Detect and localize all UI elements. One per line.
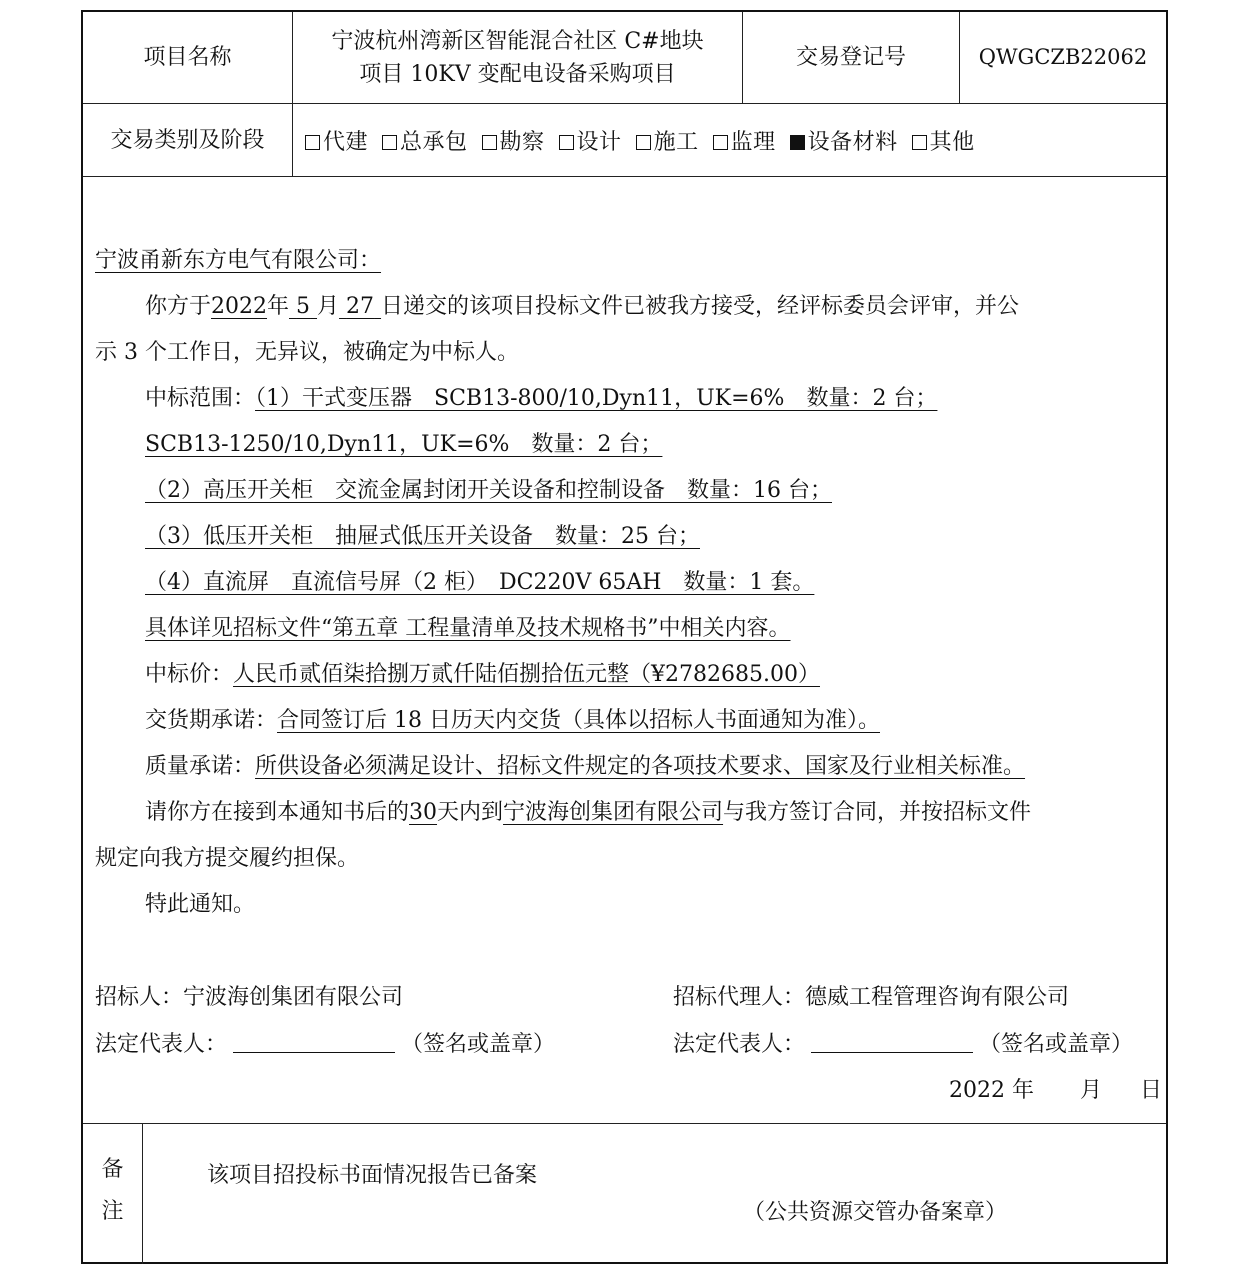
unchecked-box-icon[interactable] xyxy=(482,135,497,150)
submission-paragraph: 你方于2022年 5 月 27 日递交的该项目投标文件已被我方接受，经评标委员会评审，并公 xyxy=(145,294,1020,319)
scope-line-3: （3）低压开关柜 抽屉式低压开关设备 数量：25 台； xyxy=(145,524,700,549)
unchecked-box-icon[interactable] xyxy=(713,135,728,150)
category-option-label: 勘察 xyxy=(499,129,545,155)
closing-text: 特此通知。 xyxy=(145,892,256,917)
category-option-label: 设计 xyxy=(576,129,622,155)
checked-box-icon[interactable] xyxy=(790,135,805,150)
quality-line: 质量承诺：所供设备必须满足设计、招标文件规定的各项技术要求、国家及行业相关标准。 xyxy=(145,754,1026,779)
reg-no-value: QWGCZB22062 xyxy=(978,45,1148,69)
category-option[interactable] xyxy=(382,125,468,156)
scope-line-1: 中标范围：（1）干式变压器 SCB13-800/10,Dyn11，UK=6% 数量：2 台； xyxy=(145,386,938,411)
project-name-label: 项目名称 xyxy=(143,45,232,70)
date-line: 2022 年 月 日 xyxy=(949,1078,1163,1103)
tenderer-line: 招标人：宁波海创集团有限公司 xyxy=(95,985,404,1010)
category-option[interactable] xyxy=(482,125,545,156)
unchecked-box-icon[interactable] xyxy=(305,135,320,150)
scope-line-1b: SCB13-1250/10,Dyn11，UK=6% 数量：2 台； xyxy=(145,432,663,457)
category-option-label: 设备材料 xyxy=(807,129,898,155)
category-option-label: 监理 xyxy=(730,129,776,155)
unchecked-box-icon[interactable] xyxy=(382,135,397,150)
category-option-label: 施工 xyxy=(653,129,699,155)
price-line: 中标价：人民币贰佰柒拾捌万贰仟陆佰捌拾伍元整（¥2782685.00） xyxy=(145,662,820,687)
unchecked-box-icon[interactable] xyxy=(912,135,927,150)
addressee: 宁波甬新东方电气有限公司： xyxy=(95,248,382,273)
unchecked-box-icon[interactable] xyxy=(636,135,651,150)
tenderer-rep-line: 法定代表人： （签名或盖章） xyxy=(95,1032,556,1057)
project-name-line2: 项目 10KV 变配电设备采购项目 xyxy=(359,61,676,87)
remarks-text: 该项目招投标书面情况报告已备案 xyxy=(207,1163,538,1188)
notice-form xyxy=(81,10,1168,1264)
category-options xyxy=(305,104,989,176)
category-option-label: 代建 xyxy=(323,129,369,155)
category-option-label: 总承包 xyxy=(400,129,468,155)
category-option-label: 其他 xyxy=(929,129,975,155)
contract-paragraph-cont: 规定向我方提交履约担保。 xyxy=(95,846,360,871)
category-option[interactable] xyxy=(305,125,368,156)
category-option[interactable] xyxy=(559,125,622,156)
agent-line: 招标代理人：德威工程管理咨询有限公司 xyxy=(673,985,1070,1010)
row-divider-3 xyxy=(83,1123,1166,1124)
col-divider-remarks xyxy=(142,1123,143,1264)
agent-rep-line: 法定代表人： （签名或盖章） xyxy=(673,1032,1134,1057)
contract-paragraph: 请你方在接到本通知书后的30天内到宁波海创集团有限公司与我方签订合同，并按招标文件 xyxy=(145,800,1032,825)
agent-signature-blank xyxy=(811,1032,973,1053)
scope-line-4: （4）直流屏 直流信号屏（2 柜） DC220V 65AH 数量：1 套。 xyxy=(145,570,815,595)
unchecked-box-icon[interactable] xyxy=(559,135,574,150)
project-name-value xyxy=(293,12,742,103)
row-divider-2 xyxy=(83,176,1166,177)
tenderer-signature-blank xyxy=(233,1032,395,1053)
submission-paragraph-cont: 示 3 个工作日，无异议，被确定为中标人。 xyxy=(95,340,519,365)
reg-no-label: 交易登记号 xyxy=(795,45,906,70)
project-name-line1: 宁波杭州湾新区智能混合社区 C#地块 xyxy=(331,28,704,54)
delivery-line: 交货期承诺：合同签订后 18 日历天内交货（具体以招标人书面通知为准）。 xyxy=(145,708,880,733)
category-option[interactable] xyxy=(636,125,699,156)
remarks-label-1: 备 xyxy=(101,1156,124,1182)
category-option[interactable] xyxy=(912,125,975,156)
remarks-label-2: 注 xyxy=(101,1198,124,1224)
scope-detail: 具体详见招标文件“第五章 工程量清单及技术规格书”中相关内容。 xyxy=(145,616,791,641)
category-label: 交易类别及阶段 xyxy=(110,127,265,153)
category-option[interactable] xyxy=(713,125,776,156)
scope-line-2: （2）高压开关柜 交流金属封闭开关设备和控制设备 数量：16 台； xyxy=(145,478,832,503)
filing-stamp-note: （公共资源交管办备案章） xyxy=(743,1200,1008,1225)
category-option[interactable] xyxy=(790,125,898,156)
